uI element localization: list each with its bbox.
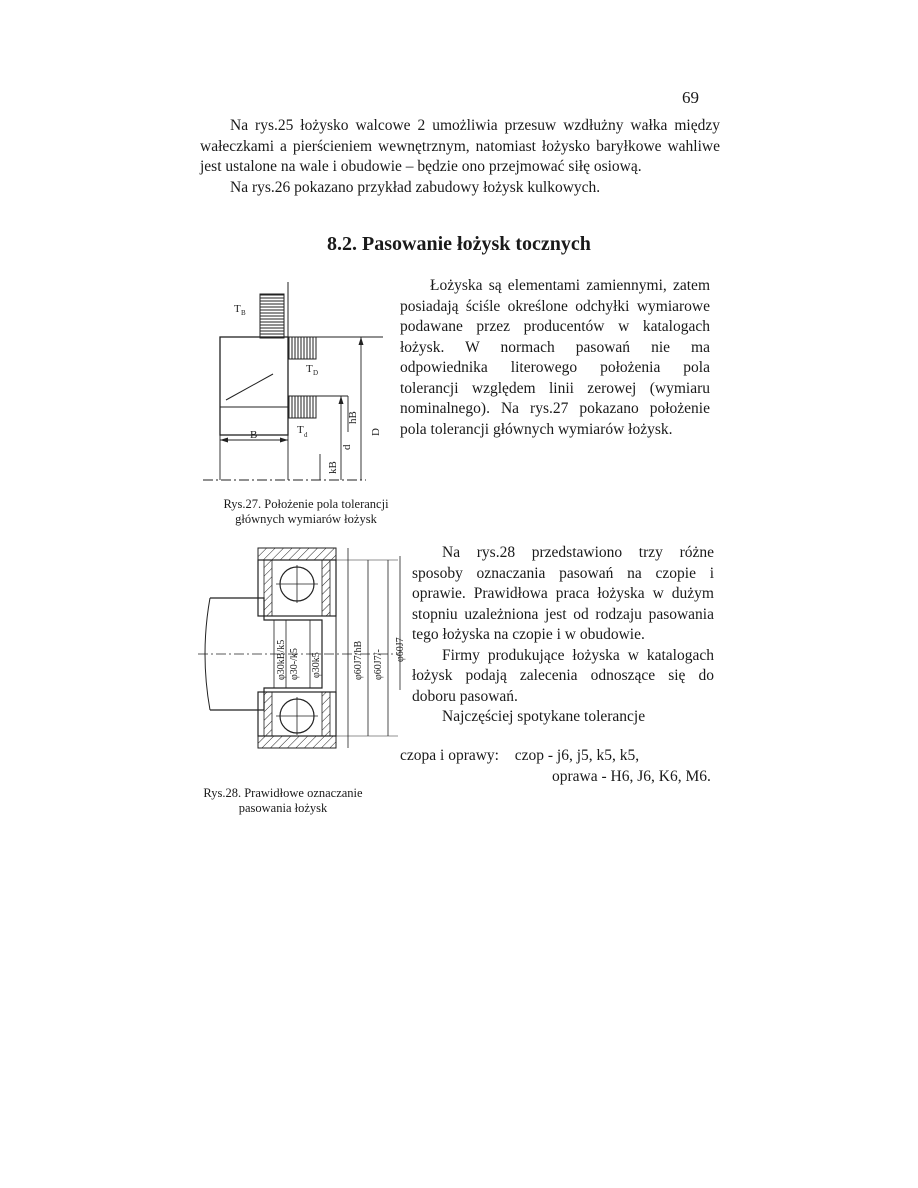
figure-28-caption: Rys.28. Prawidłowe oznaczanie pasowania łożysk [203, 786, 363, 815]
label-housing-2: φ60J7/- [373, 649, 384, 680]
intro-paragraph-2: Na rys.26 pokazano przykład zabudowy łożysk kulkowych. [230, 178, 601, 196]
tolerance-line-housing: oprawa - H6, J6, K6, M6. [552, 768, 711, 785]
figure-28-diagram [198, 540, 408, 765]
tolerance-shaft-values: czop - j6, j5, k5, k5, [514, 747, 640, 764]
figure-27-caption: Rys.27. Położenie pola tolerancji głównych wymiarów łożysk [223, 497, 389, 526]
svg-text:d: d [304, 431, 308, 439]
label-td-inner: T [297, 424, 304, 436]
bearing-ring-outline [220, 337, 288, 435]
figure-28-text [412, 543, 714, 728]
figure-27-text: Łożyska są elementami zamiennymi, zatem posiadają ściśle określone odchyłki wymiarowe podawane przez producentów w katalogach łożysk. W normach pasowań nie ma odpowiednika literowego położenia pola tolerancji względem linii zerowej (wymiaru nominalnego). Na rys.27 pokazano położenie pola tolerancji głównych wymiarów łożysk. [400, 277, 710, 438]
housing-bottom [258, 736, 336, 748]
label-housing-3: φ60J7 [395, 637, 406, 662]
bearing-diagonal [226, 374, 273, 400]
label-kb: kB [327, 461, 339, 474]
svg-text:B: B [241, 309, 246, 317]
label-shaft-2: φ30-/k5 [289, 648, 300, 680]
housing-top [258, 548, 336, 560]
figure-27-diagram [198, 282, 390, 490]
label-tb: T [234, 303, 241, 315]
page-number: 69 [682, 88, 699, 107]
section-heading: 8.2. Pasowanie łożysk tocznych [327, 233, 591, 255]
tolerance-line-shaft [400, 746, 720, 767]
figure-28-paragraph-3: Najczęściej spotykane tolerancje [442, 708, 646, 725]
tolerance-field-td [288, 337, 316, 359]
label-hb: hB [347, 411, 359, 424]
intro-paragraph-1: Na rys.25 łożysko walcowe 2 umożliwia przesuw wzdłużny wałka między wałeczkami a pierścieniem wewnętrznym, natomiast łożysko baryłkowe wahliwe jest ustalone na wale i obudowie – będzie ono przejmować siłę osiową. [200, 117, 720, 175]
tolerance-field-tb [260, 294, 284, 338]
label-shaft-3: φ30k5 [311, 652, 322, 678]
label-housing-1: φ60J7/hB [353, 640, 364, 680]
intro-text [200, 116, 720, 198]
label-d-big: D [370, 428, 382, 436]
label-shaft-1: φ30kB/k5 [276, 639, 287, 680]
svg-text:D: D [313, 369, 319, 377]
label-b: B [250, 429, 258, 441]
figure-28-paragraph-2: Firmy produkujące łożyska w katalogach łożysk podają zalecenia odnoszące się do doboru pasowań. [412, 646, 714, 705]
tolerance-field-td-inner [288, 396, 316, 418]
tolerance-label: czopa i oprawy: [400, 747, 499, 764]
label-td-outer: T [306, 363, 313, 375]
figure-28-paragraph-1: Na rys.28 przedstawiono trzy różne sposoby oznaczania pasowań na czopie i oprawie. Prawidłowa praca łożyska w dużym stopniu uzależniona jest od rodzaju pasowania tego łożyska na czopie i w obudowie. [412, 544, 714, 643]
label-d-small: d [341, 444, 353, 450]
